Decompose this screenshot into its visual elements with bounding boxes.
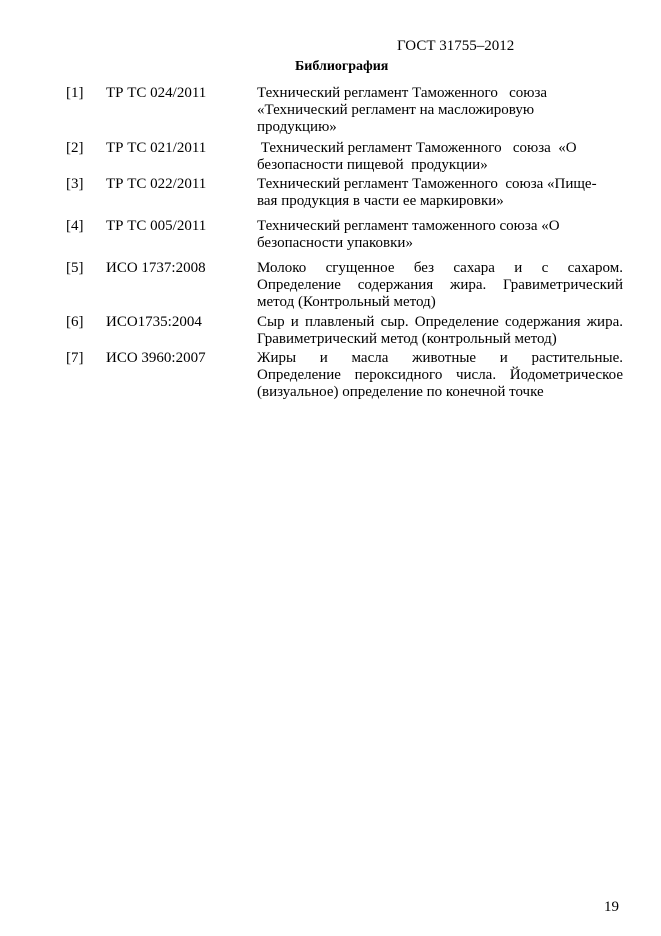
entry-description [257, 140, 623, 174]
entry-code: ТР ТС 022/2011 [106, 176, 207, 192]
entry-description [257, 176, 623, 210]
entry-code: ИСО 3960:2007 [106, 350, 206, 366]
description-line: Технический регламент Таможенного союза «О [257, 140, 577, 156]
section-title: Библиография [295, 59, 389, 74]
description-line: безопасности пищевой продукции» [257, 157, 488, 173]
entry-code: ТР ТС 021/2011 [106, 140, 207, 156]
entry-number: [3] [66, 176, 84, 192]
entry-code: ИСО1735:2004 [106, 314, 202, 330]
description-line: Определение содержания жира. Гравиметрический [257, 277, 623, 293]
entry-number: [4] [66, 218, 84, 234]
standard-number: ГОСТ 31755–2012 [397, 38, 515, 54]
description-line: Определение пероксидного числа. Йодометрическое [257, 367, 623, 383]
entry-number: [1] [66, 85, 84, 101]
entry-code: ИСО 1737:2008 [106, 260, 206, 276]
entry-number: [2] [66, 140, 84, 156]
description-line: (визуальное) определение по конечной точке [257, 384, 544, 400]
description-line: Технический регламент Таможенного союза [257, 85, 548, 101]
entry-code: ТР ТС 005/2011 [106, 218, 207, 234]
entry-description [257, 314, 623, 348]
description-line: продукцию» [257, 119, 337, 135]
entry-number: [5] [66, 260, 84, 276]
description-line: метод (Контрольный метод) [257, 294, 436, 310]
description-line: Молоко сгущенное без сахара и с сахаром. [257, 260, 623, 276]
description-line: безопасности упаковки» [257, 235, 413, 251]
description-line: «Технический регламент на масложировую [257, 102, 535, 118]
entry-number: [6] [66, 314, 84, 330]
description-line: Жиры и масла животные и растительные. [257, 350, 623, 366]
entry-number: [7] [66, 350, 84, 366]
entry-description [257, 350, 623, 401]
entry-code: ТР ТС 024/2011 [106, 85, 207, 101]
page-number: 19 [604, 899, 619, 915]
entry-description [257, 260, 623, 311]
description-line: Гравиметрический метод (контрольный метод) [257, 331, 557, 347]
description-line: Сыр и плавленый сыр. Определение содержания жира. [257, 314, 623, 330]
entry-description [257, 218, 623, 252]
description-line: вая продукция в части ее маркировки» [257, 193, 504, 209]
description-line: Технический регламент таможенного союза «О [257, 218, 560, 234]
entry-description [257, 85, 623, 136]
description-line: Технический регламент Таможенного союза «Пище- [257, 176, 597, 192]
